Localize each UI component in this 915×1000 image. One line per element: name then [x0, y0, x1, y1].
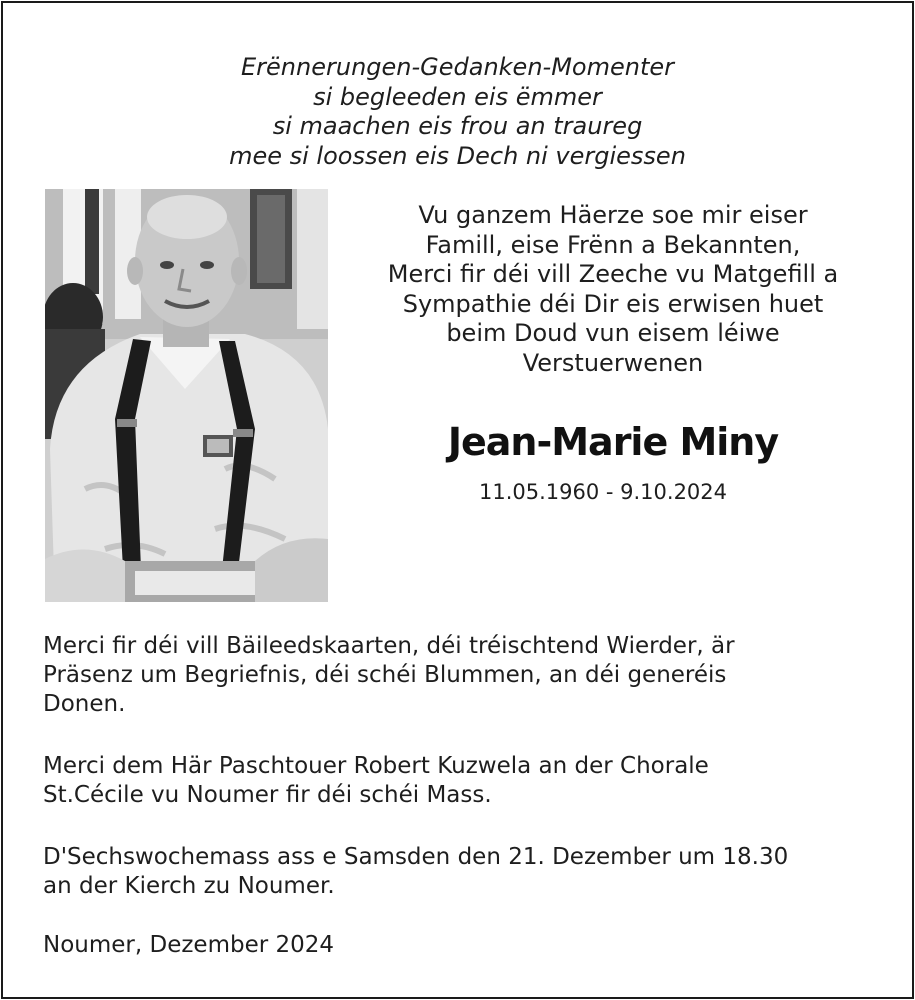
notice-frame — [1, 1, 914, 999]
thanks-line: Famill, eise Frënn a Bekannten, — [425, 230, 801, 259]
thanks-line: Sympathie déi Dir eis erwisen huet — [402, 289, 824, 318]
thanks-line: Merci fir déi vill Zeeche vu Matgefill a — [387, 260, 839, 288]
poem-line: Erënnerungen-Gedanken-Momenter — [241, 53, 674, 81]
thanks-line: beim Doud vun eisem léiwe — [446, 319, 780, 347]
paragraph-line: an der Kierch zu Noumer. — [43, 873, 335, 899]
paragraph-line: Noumer, Dezember 2024 — [43, 932, 335, 958]
thanks-paragraph-cards — [43, 632, 903, 719]
place-and-date — [43, 931, 903, 960]
paragraph-line: D'Sechswochemass ass e Samsden den 21. Dezember um 18.30 — [43, 844, 789, 870]
thanks-line: Vu ganzem Häerze soe mir eiser — [418, 201, 808, 229]
paragraph-line: Merci fir déi vill Bäileedskaarten, déi tréischtend Wierder, är — [43, 633, 735, 659]
poem-line: si begleeden eis ëmmer — [313, 82, 602, 111]
thanks-line: Verstuerwenen — [522, 348, 704, 377]
paragraph-line: Donen. — [43, 691, 126, 717]
paragraph-line: Merci dem Här Paschtouer Robert Kuzwela an der Chorale — [43, 753, 709, 779]
poem-line: mee si loossen eis Dech ni vergiessen — [229, 141, 686, 170]
memorial-poem — [3, 53, 912, 171]
paragraph-line: Präsenz um Begriefnis, déi schéi Blummen, an déi generéis — [43, 662, 727, 688]
poem-line: si maachen eis frou an traureg — [272, 112, 643, 140]
paragraph-line: St.Cécile vu Noumer fir déi schéi Mass. — [43, 782, 492, 808]
memorial-mass-announcement — [43, 843, 903, 901]
life-dates: 11.05.1960 - 9.10.2024 — [478, 480, 728, 504]
portrait-photo — [45, 189, 328, 602]
deceased-name: Jean-Marie Miny — [447, 420, 779, 464]
thanks-paragraph-mass — [43, 752, 903, 810]
thanks-message — [333, 201, 893, 378]
portrait-photo-icon — [45, 189, 328, 602]
